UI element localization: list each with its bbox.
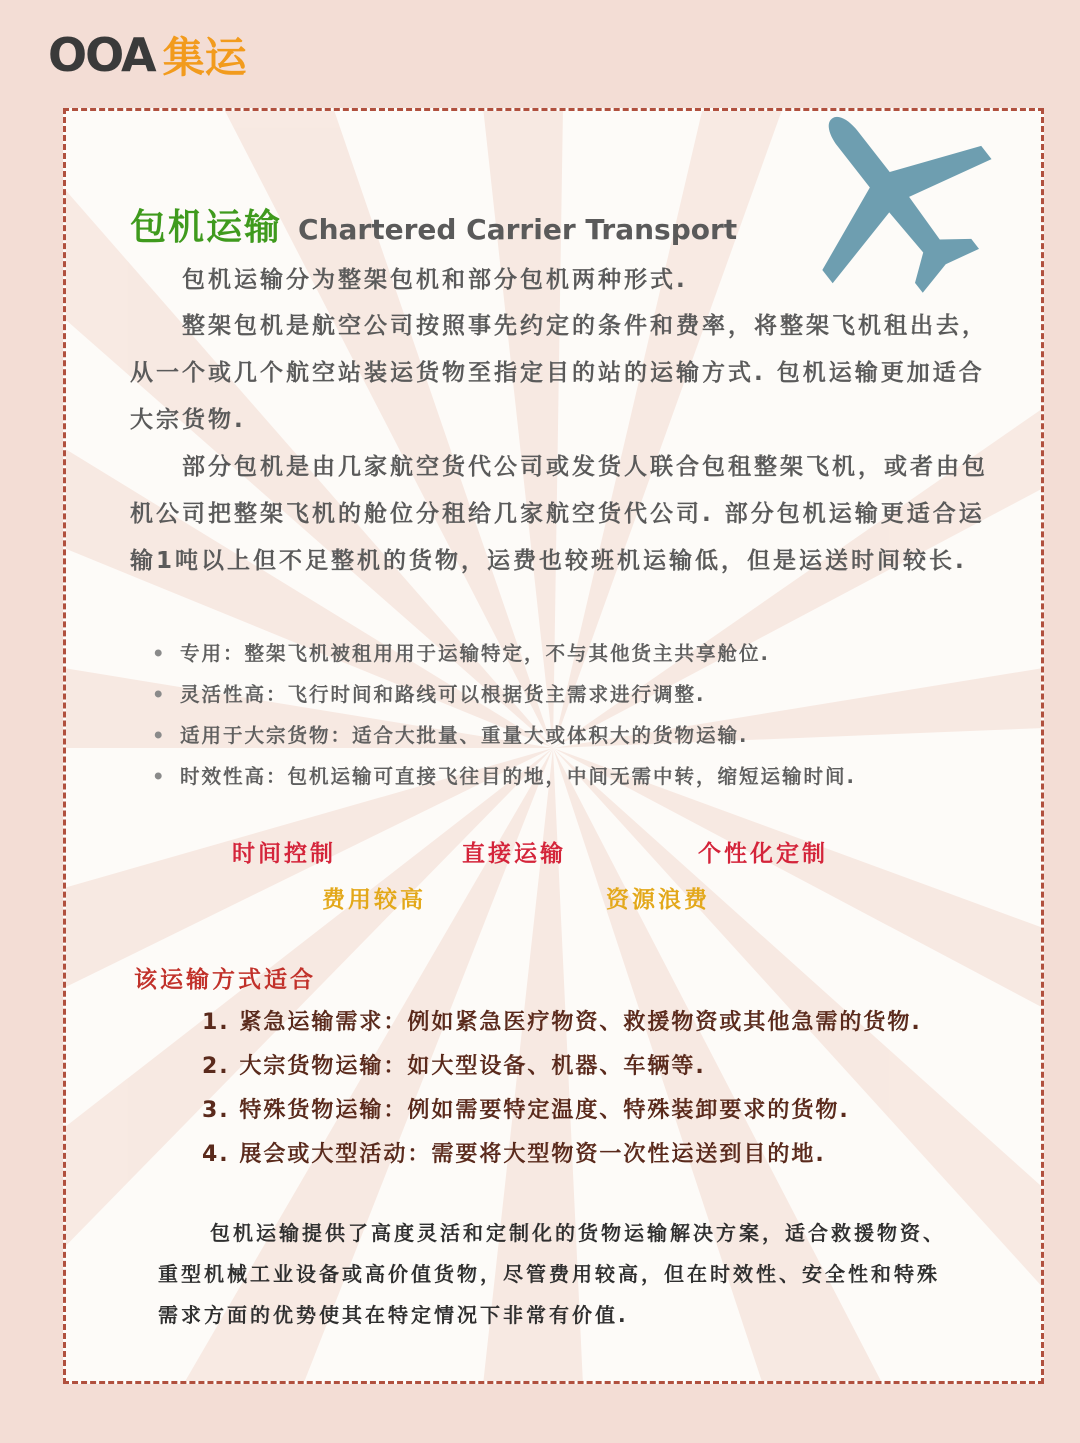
content-card: [63, 108, 1044, 1384]
list-item: • 时效性高：包机运输可直接飞往目的地，中间无需中转，缩短运输时间.: [152, 756, 856, 797]
disadvantage-tag: 资源浪费: [606, 887, 710, 913]
advantage-tag: 直接运输: [462, 841, 566, 867]
list-item: 1. 紧急运输需求：例如紧急医疗物资、救援物资或其他急需的货物.: [202, 1010, 922, 1035]
advantage-tag: 个性化定制: [698, 841, 828, 867]
list-item: • 专用：整架飞机被租用用于运输特定，不与其他货主共享舱位.: [152, 633, 856, 674]
logo-chinese: 集运: [162, 33, 247, 82]
section-heading: [130, 199, 737, 250]
list-item: 3. 特殊货物运输：例如需要特定温度、特殊装卸要求的货物.: [202, 1098, 850, 1123]
heading-english: Chartered Carrier Transport: [298, 213, 738, 246]
article-body: [66, 111, 1041, 1381]
summary-paragraph: 包机运输提供了高度灵活和定制化的货物运输解决方案，适合救援物资、重型机械工业设备或高价值货物，尽管费用较高，但在时效性、安全性和特殊需求方面的优势使其在特定情况下非常有价值.: [158, 1221, 946, 1327]
feature-list: [152, 633, 856, 797]
brand-logo: [48, 30, 247, 80]
list-item: 4. 展会或大型活动：需要将大型物资一次性运送到目的地.: [202, 1142, 826, 1167]
advantage-tag: 时间控制: [232, 841, 336, 867]
suitable-title: 该运输方式适合: [134, 967, 316, 993]
list-item: • 适用于大宗货物：适合大批量、重量大或体积大的货物运输.: [152, 715, 856, 756]
suitable-list: [202, 1001, 922, 1177]
full-charter-paragraph: 整架包机是航空公司按照事先约定的条件和费率，将整架飞机租出去，从一个或几个航空站装运货物至指定目的站的运输方式. 包机运输更加适合大宗货物.: [130, 313, 988, 433]
logo-latin: OOA: [48, 28, 155, 82]
disadvantage-tag: 费用较高: [322, 887, 426, 913]
list-item: 2. 大宗货物运输：如大型设备、机器、车辆等.: [202, 1054, 706, 1079]
heading-chinese: 包机运输: [130, 207, 283, 248]
partial-charter-paragraph: 部分包机是由几家航空货代公司或发货人联合包租整架飞机，或者由包机公司把整架飞机的舱位分租给几家航空货代公司. 部分包机运输更适合运输1吨以上但不足整机的货物，运费也较班机运输低，但是运送时间较长.: [130, 454, 988, 574]
list-item: • 灵活性高：飞行时间和路线可以根据货主需求进行调整.: [152, 674, 856, 715]
intro-paragraph: 包机运输分为整架包机和部分包机两种形式.: [182, 267, 688, 293]
